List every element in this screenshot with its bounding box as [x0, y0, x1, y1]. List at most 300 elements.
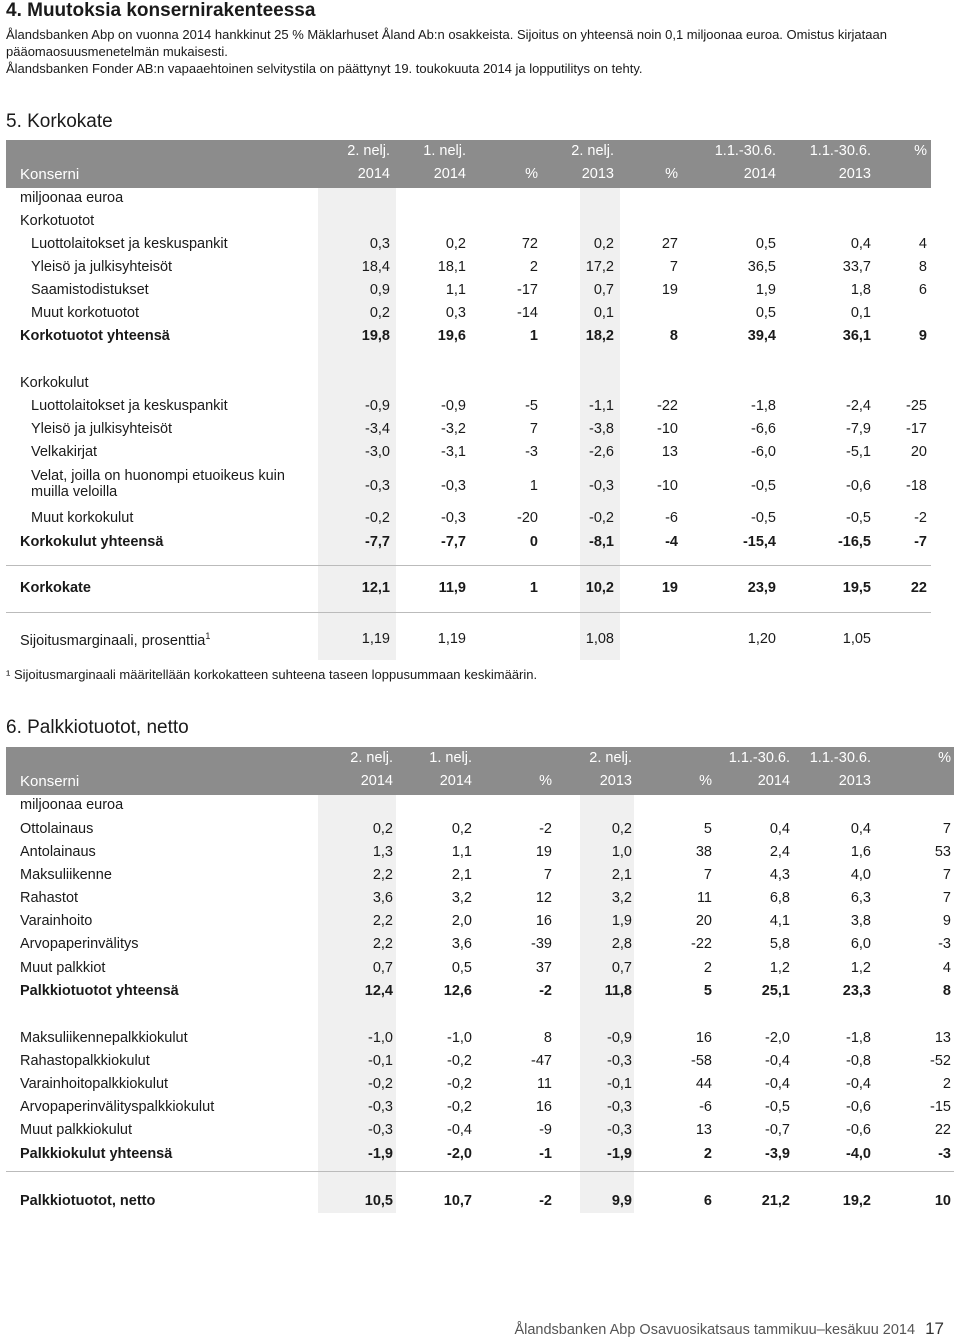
korkokate-cell: -3: [525, 444, 538, 460]
palkkio-header-cell: 2013: [838, 773, 871, 789]
row-label-text: Muut palkkiot: [20, 960, 106, 976]
korkokate-cell: -16,5: [837, 534, 871, 550]
korkokate-cell: 6: [918, 282, 927, 298]
korkokate-cell: 7: [669, 259, 678, 275]
korkokate-header-cell: %: [914, 143, 927, 159]
palkkio-divider: [6, 1171, 954, 1172]
palkkio-header-cell: %: [699, 773, 712, 789]
korkokate-cell: 13: [661, 444, 678, 460]
korkokate-row-label: [31, 444, 97, 460]
korkokate-cell: -3,8: [589, 421, 614, 437]
palkkio-row-label: [20, 890, 78, 906]
korkokate-cell: 0,9: [369, 282, 390, 298]
row-label-text: Korkokate: [20, 580, 91, 596]
row-label-text: Muut palkkiokulut: [20, 1122, 133, 1138]
korkokate-cell: 20: [910, 444, 927, 460]
korkokate-cell: 1: [529, 580, 538, 596]
korkokate-cell: -3,1: [441, 444, 466, 460]
korkokate-cell: -0,3: [441, 478, 466, 494]
palkkio-cell: -1,0: [447, 1030, 472, 1046]
palkkio-cell: -0,7: [765, 1122, 790, 1138]
korkokate-cell: 7: [529, 421, 538, 437]
palkkio-cell: 2,0: [451, 913, 472, 929]
section5-title: 5. Korkokate: [6, 111, 113, 132]
palkkio-cell: 7: [942, 821, 951, 837]
korkokate-cell: -2,4: [846, 398, 871, 414]
korkokate-cell: -3,0: [365, 444, 390, 460]
palkkio-row-label: [20, 936, 138, 952]
korkokate-cell: 0,7: [593, 282, 614, 298]
row-label-text: Varainhoito: [20, 913, 93, 929]
palkkio-cell: -1: [539, 1146, 552, 1162]
korkokate-row-label: [31, 236, 228, 252]
footnote-marker: 1: [205, 631, 211, 641]
palkkio-header-cell: 2014: [757, 773, 790, 789]
palkkio-cell: 12,6: [443, 983, 472, 999]
palkkio-cell: -0,4: [447, 1122, 472, 1138]
korkokate-cell: -4: [665, 534, 678, 550]
korkokate-header-cell: 2. nelj.: [571, 143, 614, 159]
page-number: 17: [925, 1319, 944, 1338]
palkkio-cell: -0,4: [765, 1076, 790, 1092]
korkokate-cell: 36,1: [842, 328, 871, 344]
palkkio-cell: 53: [934, 844, 951, 860]
palkkio-cell: -2: [539, 983, 552, 999]
korkokate-cell: 1: [529, 478, 538, 494]
korkokate-cell: -6,6: [751, 421, 776, 437]
section4-text: [6, 26, 936, 77]
footer-text: Ålandsbanken Abp Osavuosikatsaus tammikuu–kesäkuu 2014: [514, 1322, 916, 1338]
korkokate-row-label: [31, 282, 149, 298]
korkokate-row-label: [20, 631, 210, 649]
palkkio-row-label: [20, 1122, 132, 1138]
palkkio-cell: 0,4: [769, 821, 790, 837]
korkokate-cell: 23,9: [747, 580, 776, 596]
korkokate-cell: -5: [525, 398, 538, 414]
korkokate-cell: -0,2: [589, 510, 614, 526]
korkokate-cell: 19,8: [361, 328, 390, 344]
palkkio-cell: 1,3: [372, 844, 393, 860]
korkokate-cell: 18,4: [361, 259, 390, 275]
korkokate-cell: 36,5: [747, 259, 776, 275]
korkokate-cell: 33,7: [842, 259, 871, 275]
palkkio-header-cell: %: [938, 750, 951, 766]
korkokate-cell: -5,1: [846, 444, 871, 460]
korkokate-cell: -7: [914, 534, 927, 550]
korkokate-cell: 1,19: [361, 631, 390, 647]
korkokate-cell: -14: [517, 305, 538, 321]
korkokate-cell: -7,7: [441, 534, 466, 550]
palkkio-row-label: [20, 844, 96, 860]
korkokate-row-label: [20, 213, 94, 229]
palkkio-cell: 25,1: [761, 983, 790, 999]
palkkio-cell: 0,7: [372, 960, 393, 976]
palkkio-header-cell: 1.1.-30.6.: [809, 750, 871, 766]
korkokate-divider: [6, 565, 931, 566]
palkkio-row-label: [20, 1053, 150, 1069]
palkkio-cell: 5: [703, 983, 712, 999]
footnote: ¹ Sijoitusmarginaali määritellään korkokatteen suhteena taseen loppusummaan keskimäärin.: [6, 667, 538, 682]
korkokate-cell: 27: [661, 236, 678, 252]
row-label-text: Korkokulut yhteensä: [20, 534, 164, 550]
palkkio-cell: 38: [695, 844, 712, 860]
row-label-text: Yleisö ja julkisyhteisöt: [31, 421, 173, 437]
row-label-text: Maksuliikennepalkkiokulut: [20, 1030, 188, 1046]
palkkio-cell: -1,8: [846, 1030, 871, 1046]
palkkio-cell: -0,3: [607, 1099, 632, 1115]
row-label-text: Muut korkokulut: [31, 510, 134, 526]
palkkio-cell: 37: [535, 960, 552, 976]
palkkio-cell: 7: [942, 890, 951, 906]
palkkio-cell: -3: [938, 936, 951, 952]
korkokate-row-label: [20, 580, 91, 596]
korkokate-cell: 0: [529, 534, 538, 550]
palkkio-cell: 5: [703, 821, 712, 837]
korkokate-cell: 19,5: [842, 580, 871, 596]
palkkio-cell: 4,0: [850, 867, 871, 883]
row-label-text: Antolainaus: [20, 844, 96, 860]
page-footer: [514, 1319, 944, 1339]
korkokate-row-label: [31, 421, 172, 437]
palkkio-cell: -0,3: [607, 1053, 632, 1069]
palkkio-cell: 1,1: [451, 844, 472, 860]
korkokate-header-cell: 2014: [743, 166, 776, 182]
palkkio-cell: 9,9: [611, 1193, 632, 1209]
palkkio-cell: 2,2: [372, 867, 393, 883]
palkkio-cell: 20: [695, 913, 712, 929]
row-label-text: Korkotuotot yhteensä: [20, 328, 170, 344]
palkkio-cell: 16: [695, 1030, 712, 1046]
palkkio-header-cell: 2. nelj.: [589, 750, 632, 766]
korkokate-cell: 1,05: [842, 631, 871, 647]
korkokate-cell: -17: [906, 421, 927, 437]
row-label-text: Muut korkotuotot: [31, 305, 139, 321]
row-label-continuation: muilla veloilla: [31, 484, 118, 500]
korkokate-cell: -1,8: [751, 398, 776, 414]
palkkio-cell: -52: [930, 1053, 951, 1069]
palkkio-cell: -0,5: [765, 1099, 790, 1115]
palkkio-cell: 3,8: [850, 913, 871, 929]
korkokate-cell: 0,3: [369, 236, 390, 252]
korkokate-cell: 18,2: [585, 328, 614, 344]
korkokate-cell: 17,2: [585, 259, 614, 275]
korkokate-cell: 1,8: [850, 282, 871, 298]
palkkio-cell: -22: [691, 936, 712, 952]
korkokate-cell: -6,0: [751, 444, 776, 460]
row-label-text: Ottolainaus: [20, 821, 94, 837]
korkokate-cell: 0,4: [850, 236, 871, 252]
palkkio-header-cell: 2014: [360, 773, 393, 789]
palkkio-cell: 7: [543, 867, 552, 883]
palkkio-row-label: [20, 867, 112, 883]
korkokate-divider: [6, 612, 931, 613]
palkkio-cell: 16: [535, 1099, 552, 1115]
palkkio-cell: 11: [536, 1076, 552, 1092]
korkokate-cell: 0,2: [369, 305, 390, 321]
korkokate-cell: 8: [669, 328, 678, 344]
palkkio-row-label: [20, 797, 123, 813]
korkokate-row-label: [31, 305, 139, 321]
palkkio-cell: 3,2: [611, 890, 632, 906]
palkkio-cell: 2,1: [611, 867, 632, 883]
row-label-text: Maksuliikenne: [20, 867, 112, 883]
row-label-text: Velat, joilla on huonompi etuoikeus kuin: [31, 468, 285, 484]
row-label-text: Sijoitusmarginaali, prosenttia: [20, 632, 206, 649]
palkkio-cell: 2: [942, 1076, 951, 1092]
korkokate-cell: -10: [657, 421, 678, 437]
korkokate-cell: -1,1: [589, 398, 614, 414]
palkkio-cell: -0,3: [368, 1099, 393, 1115]
palkkio-cell: 6,0: [850, 936, 871, 952]
korkokate-cell: 19: [661, 580, 678, 596]
palkkio-cell: 0,4: [850, 821, 871, 837]
palkkio-cell: -0,2: [447, 1099, 472, 1115]
korkokate-cell: -25: [906, 398, 927, 414]
korkokate-cell: 22: [910, 580, 927, 596]
palkkio-cell: 7: [942, 867, 951, 883]
korkokate-cell: 1,20: [747, 631, 776, 647]
korkokate-cell: -2: [914, 510, 927, 526]
palkkio-cell: 1,9: [611, 913, 632, 929]
korkokate-cell: -0,2: [365, 510, 390, 526]
korkokate-cell: 19,6: [437, 328, 466, 344]
palkkio-cell: 8: [942, 983, 951, 999]
korkokate-cell: -2,6: [589, 444, 614, 460]
palkkio-cell: 10: [934, 1193, 951, 1209]
palkkio-cell: -3,9: [765, 1146, 790, 1162]
palkkio-cell: -1,9: [607, 1146, 632, 1162]
korkokate-row-label: [31, 468, 285, 500]
palkkio-header-cell: 2014: [439, 773, 472, 789]
korkokate-cell: -0,5: [751, 510, 776, 526]
korkokate-cell: -7,9: [846, 421, 871, 437]
korkokate-cell: -0,3: [589, 478, 614, 494]
palkkio-row-label: [20, 983, 179, 999]
palkkio-cell: 13: [695, 1122, 712, 1138]
row-label-text: Palkkiokulut yhteensä: [20, 1146, 173, 1162]
palkkio-header: [6, 747, 954, 795]
palkkio-row-label: [20, 1076, 168, 1092]
palkkio-cell: -0,2: [368, 1076, 393, 1092]
row-label-text: Saamistodistukset: [31, 282, 149, 298]
palkkio-cell: 4,1: [769, 913, 790, 929]
korkokate-cell: 19: [661, 282, 678, 298]
korkokate-cell: 10,2: [585, 580, 614, 596]
korkokate-cell: 39,4: [747, 328, 776, 344]
palkkio-row-label: [20, 1099, 214, 1115]
palkkio-cell: 10,5: [364, 1193, 393, 1209]
row-label-text: Varainhoitopalkkiokulut: [20, 1076, 169, 1092]
palkkio-cell: -0,2: [447, 1053, 472, 1069]
korkokate-row-label: [20, 534, 163, 550]
palkkio-cell: -4,0: [846, 1146, 871, 1162]
palkkio-cell: 6,8: [769, 890, 790, 906]
palkkio-cell: 0,7: [611, 960, 632, 976]
korkokate-cell: -3,4: [365, 421, 390, 437]
section4-paragraph-2: Ålandsbanken Fonder AB:n vapaaehtoinen selvitystila on päättynyt 19. toukokuuta 2014 ja lopputilitys on tehty.: [6, 61, 643, 76]
palkkio-cell: -0,3: [368, 1122, 393, 1138]
palkkio-cell: -0,1: [368, 1053, 393, 1069]
palkkio-cell: 4: [942, 960, 951, 976]
palkkio-cell: 1,0: [611, 844, 632, 860]
korkokate-header-cell: 2013: [581, 166, 614, 182]
palkkio-row-label: [20, 821, 93, 837]
palkkio-row-label: [20, 1030, 188, 1046]
palkkio-cell: 1,2: [769, 960, 790, 976]
korkokate-cell: 72: [521, 236, 538, 252]
palkkio-cell: -9: [539, 1122, 552, 1138]
row-label-text: miljoonaa euroa: [20, 797, 124, 813]
palkkio-header-label: Konserni: [20, 773, 80, 790]
palkkio-cell: 2,8: [611, 936, 632, 952]
palkkio-cell: 13: [934, 1030, 951, 1046]
palkkio-cell: 4,3: [769, 867, 790, 883]
korkokate-cell: 8: [918, 259, 927, 275]
korkokate-header-cell: 1.1.-30.6.: [714, 143, 776, 159]
korkokate-header-cell: 2013: [838, 166, 871, 182]
korkokate-header-cell: 2. nelj.: [347, 143, 390, 159]
palkkio-cell: 6: [703, 1193, 712, 1209]
section4-paragraph-1: Ålandsbanken Abp on vuonna 2014 hankkinut 25 % Mäklarhuset Åland Ab:n osakkeista. Sijoitus on yhteensä noin 0,1 miljoonaa euroa. Omistus kirjataan pääomaosuusmenetelmän mukaisesti.: [6, 27, 887, 59]
korkokate-cell: -0,3: [441, 510, 466, 526]
korkokate-header: [6, 140, 931, 188]
palkkio-cell: 0,2: [372, 821, 393, 837]
korkokate-row-label: [20, 328, 170, 344]
palkkio-cell: 6,3: [850, 890, 871, 906]
korkokate-cell: 12,1: [361, 580, 390, 596]
korkokate-header-cell: %: [525, 166, 538, 182]
korkokate-cell: -22: [657, 398, 678, 414]
korkokate-cell: 0,1: [850, 305, 871, 321]
palkkio-cell: -1,9: [368, 1146, 393, 1162]
palkkio-cell: 2: [703, 960, 712, 976]
korkokate-row-label: [20, 375, 89, 391]
palkkio-cell: 22: [934, 1122, 951, 1138]
palkkio-cell: 2,2: [372, 913, 393, 929]
korkokate-cell: -18: [906, 478, 927, 494]
palkkio-cell: -0,4: [765, 1053, 790, 1069]
section6-title: 6. Palkkiotuotot, netto: [6, 717, 189, 738]
palkkio-cell: -6: [699, 1099, 712, 1115]
palkkio-cell: 12: [535, 890, 552, 906]
palkkio-cell: 23,3: [842, 983, 871, 999]
palkkio-cell: 9: [942, 913, 951, 929]
row-label-text: Rahastot: [20, 890, 79, 906]
korkokate-header-cell: %: [665, 166, 678, 182]
korkokate-cell: -6: [665, 510, 678, 526]
palkkio-cell: 1,2: [850, 960, 871, 976]
palkkio-cell: 0,5: [451, 960, 472, 976]
korkokate-header-cell: 2014: [357, 166, 390, 182]
row-label-text: Luottolaitokset ja keskuspankit: [31, 398, 228, 414]
palkkio-cell: 2,2: [372, 936, 393, 952]
row-label-text: Velkakirjat: [31, 444, 98, 460]
korkokate-cell: 4: [918, 236, 927, 252]
palkkio-cell: -2,0: [765, 1030, 790, 1046]
korkokate-cell: 0,1: [593, 305, 614, 321]
korkokate-cell: -10: [657, 478, 678, 494]
korkokate-cell: 0,5: [755, 236, 776, 252]
palkkio-header-cell: 1.1.-30.6.: [728, 750, 790, 766]
palkkio-cell: -0,8: [846, 1053, 871, 1069]
palkkio-cell: -2: [539, 1193, 552, 1209]
palkkio-cell: 19: [535, 844, 552, 860]
palkkio-cell: 19,2: [842, 1193, 871, 1209]
palkkio-cell: -15: [930, 1099, 951, 1115]
palkkio-header-cell: %: [539, 773, 552, 789]
palkkio-row-label: [20, 1146, 172, 1162]
palkkio-cell: 1,6: [850, 844, 871, 860]
korkokate-cell: 1,1: [445, 282, 466, 298]
palkkio-cell: 11: [696, 890, 712, 906]
korkokate-cell: -0,3: [365, 478, 390, 494]
palkkio-cell: 3,6: [451, 936, 472, 952]
palkkio-cell: 10,7: [443, 1193, 472, 1209]
korkokate-cell: 0,2: [445, 236, 466, 252]
palkkio-cell: -1,0: [368, 1030, 393, 1046]
palkkio-row-label: [20, 1193, 155, 1209]
palkkio-cell: 12,4: [364, 983, 393, 999]
palkkio-row-label: [20, 913, 92, 929]
palkkio-cell: -0,6: [846, 1122, 871, 1138]
korkokate-row-label: [31, 259, 172, 275]
korkokate-cell: -0,5: [751, 478, 776, 494]
korkokate-cell: 18,1: [437, 259, 466, 275]
palkkio-cell: -58: [691, 1053, 712, 1069]
palkkio-cell: 16: [535, 913, 552, 929]
row-label-text: Korkokulut: [20, 375, 89, 391]
palkkio-cell: -2,0: [447, 1146, 472, 1162]
palkkio-cell: 8: [543, 1030, 552, 1046]
korkokate-cell: 1,9: [755, 282, 776, 298]
palkkio-cell: 3,2: [451, 890, 472, 906]
korkokate-row-label: [31, 510, 133, 526]
korkokate-cell: 2: [529, 259, 538, 275]
palkkio-header-cell: 1. nelj.: [429, 750, 472, 766]
korkokate-cell: -20: [517, 510, 538, 526]
palkkio-cell: 11,8: [604, 983, 632, 999]
korkokate-cell: -0,9: [365, 398, 390, 414]
korkokate-cell: -17: [517, 282, 538, 298]
korkokate-cell: -0,5: [846, 510, 871, 526]
palkkio-cell: 7: [703, 867, 712, 883]
palkkio-cell: -0,4: [846, 1076, 871, 1092]
korkokate-cell: 0,3: [445, 305, 466, 321]
korkokate-cell: 1,19: [437, 631, 466, 647]
row-label-text: Rahastopalkkiokulut: [20, 1053, 150, 1069]
korkokate-cell: 0,5: [755, 305, 776, 321]
korkokate-header-cell: 1.1.-30.6.: [809, 143, 871, 159]
korkokate-header-label: Konserni: [20, 166, 80, 183]
palkkio-cell: 5,8: [769, 936, 790, 952]
palkkio-cell: -0,3: [607, 1122, 632, 1138]
palkkio-cell: -39: [531, 936, 552, 952]
row-label-text: Palkkiotuotot yhteensä: [20, 983, 179, 999]
row-label-text: Arvopaperinvälitys: [20, 936, 139, 952]
palkkio-row-label: [20, 960, 105, 976]
korkokate-cell: 1,08: [585, 631, 614, 647]
row-label-text: Luottolaitokset ja keskuspankit: [31, 236, 228, 252]
korkokate-header-cell: 2014: [433, 166, 466, 182]
korkokate-cell: -0,6: [846, 478, 871, 494]
korkokate-cell: -0,9: [441, 398, 466, 414]
korkokate-cell: -8,1: [589, 534, 614, 550]
korkokate-header-cell: 1. nelj.: [423, 143, 466, 159]
row-label-text: Arvopaperinvälityspalkkiokulut: [20, 1099, 215, 1115]
palkkio-cell: 0,2: [451, 821, 472, 837]
palkkio-cell: 3,6: [372, 890, 393, 906]
korkokate-cell: 0,2: [593, 236, 614, 252]
